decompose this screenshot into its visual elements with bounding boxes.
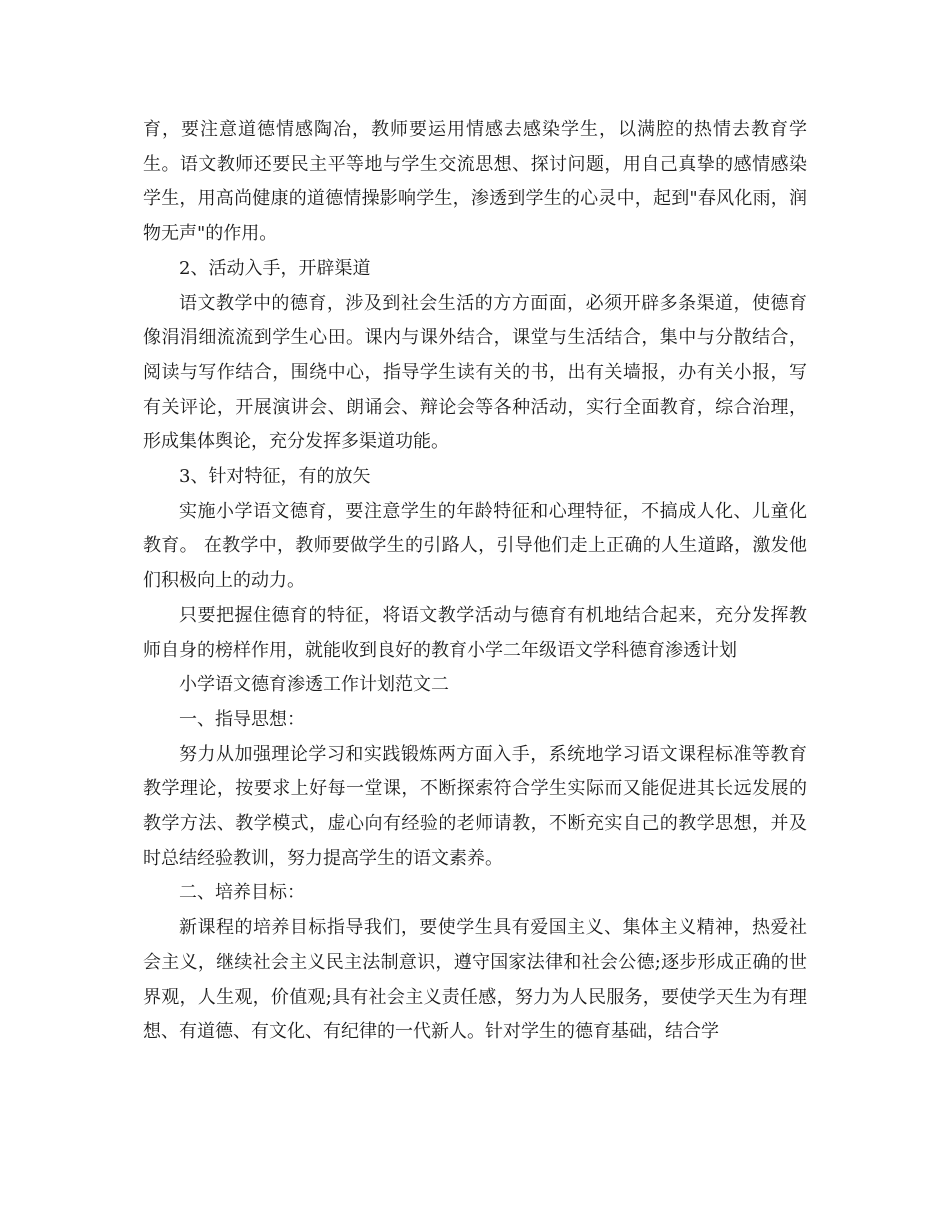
heading-training-goals: 二、培养目标：	[179, 882, 305, 904]
heading-targeted: 3、针对特征，有的放矢	[179, 466, 371, 488]
paragraph-channels: 语文教学中的德育，涉及到社会生活的方方面面，必须开辟多条渠道，使德育像涓涓细流流到学生心田。课内与课外结合，课堂与生活结合，集中与分散结合，阅读与写作结合，围绕中心，指导学生读有关的书，出有关墙报，办有关小报，写有关评论，开展演讲会、朗诵会、辩论会等各种活动，实行全面教育，综合治理，形成集体舆论，充分发挥多渠道功能。	[143, 292, 807, 453]
paragraph-targeted: 实施小学语文德育，要注意学生的年龄特征和心理特征，不搞成人化、儿童化教育。 在教学中，教师要做学生的引路人，引导他们走上正确的人生道路，激发他们积极向上的动力。	[143, 500, 807, 592]
paragraph-training-goals: 新课程的培养目标指导我们，要使学生具有爱国主义、集体主义精神，热爱社会主义，继续社会主义民主法制意识，遵守国家法律和社会公德;逐步形成正确的世界观，人生观，价值观;具有社会主义责任感，努力为人民服务，要使学天生为有理想、有道德、有文化、有纪律的一代新人。针对学生的德育基础，结合学	[143, 917, 807, 1043]
document-body	[143, 113, 807, 1050]
paragraph-guiding-thought: 努力从加强理论学习和实践锻炼两方面入手，系统地学习语文课程标准等教育教学理论，按要求上好每一堂课，不断探索符合学生实际而又能促进其长远发展的教学方法、教学模式，虚心向有经验的老师请教，不断充实自己的教学思想，并及时总结经验教训，努力提高学生的语文素养。	[143, 743, 807, 869]
paragraph-conclusion: 只要把握住德育的特征，将语文教学活动与德育有机地结合起来，充分发挥教师自身的榜样作用，就能收到良好的教育小学二年级语文学科德育渗透计划	[143, 604, 807, 661]
paragraph-continuation: 育，要注意道德情感陶冶，教师要运用情感去感染学生，以满腔的热情去教育学生。语文教师还要民主平等地与学生交流思想、探讨问题，用自己真挚的感情感染学生，用高尚健康的道德情操影响学生，渗透到学生的心灵中，起到"春风化雨，润物无声"的作用。	[143, 119, 807, 245]
heading-activity-channels: 2、活动入手，开辟渠道	[179, 257, 371, 279]
section-title-plan-two: 小学语文德育渗透工作计划范文二	[179, 674, 449, 696]
heading-guiding-thought: 一、指导思想：	[179, 708, 305, 730]
